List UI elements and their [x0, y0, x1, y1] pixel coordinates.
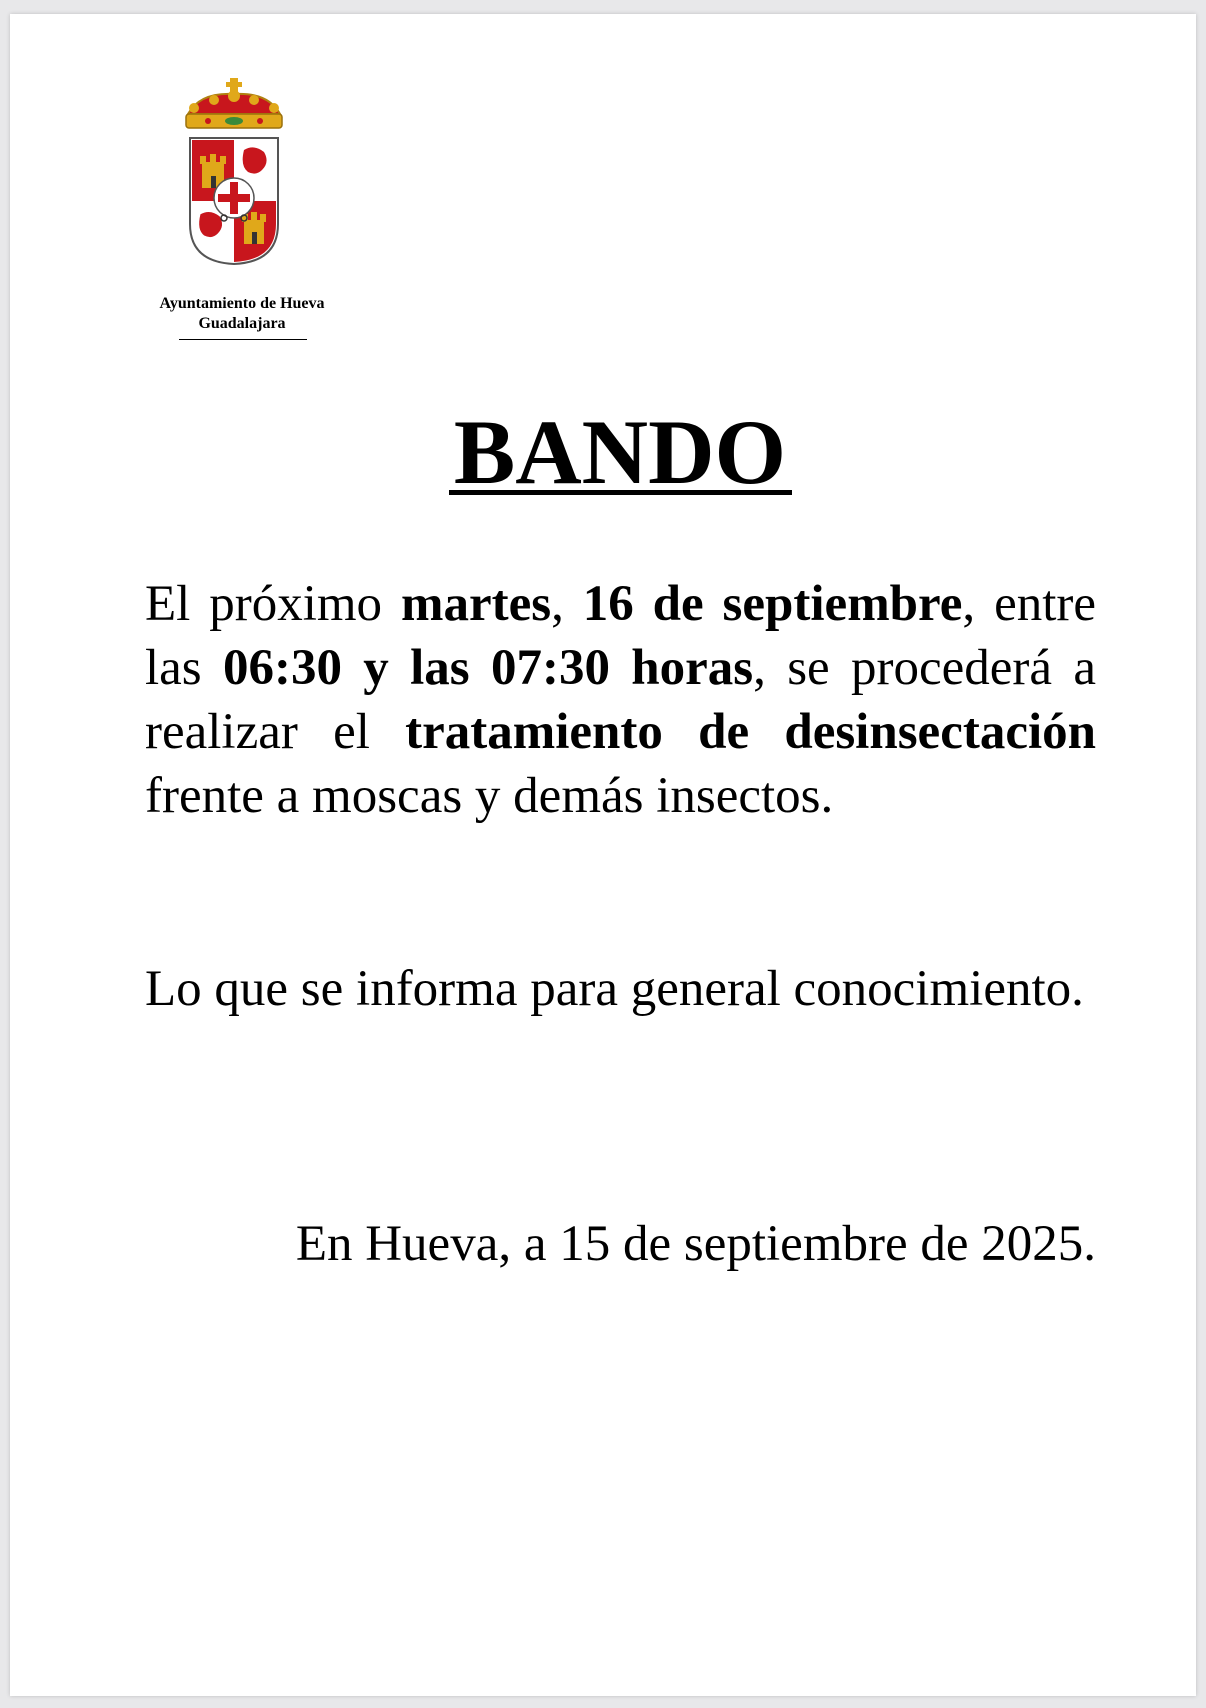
document-page	[10, 14, 1196, 1696]
date-location-line: En Hueva, a 15 de septiembre de 2025.	[295, 1216, 1096, 1272]
organization-line-1: Ayuntamiento de Hueva	[159, 295, 325, 312]
text-segment: frente a moscas y demás insectos.	[145, 768, 834, 824]
bold-date: 16 de septiembre	[582, 576, 963, 632]
bold-day: martes	[400, 576, 552, 632]
coat-of-arms-icon	[180, 74, 288, 274]
organization-underline	[179, 339, 307, 340]
text-segment: , se procederá a realizar el	[145, 640, 1096, 760]
organization-line-2: Guadalajara	[198, 315, 286, 332]
title-underline	[449, 490, 792, 495]
page-title: BANDO	[453, 401, 787, 503]
crown-icon	[186, 78, 282, 128]
announcement-paragraph	[145, 572, 1096, 828]
text-segment: , entre las	[145, 576, 1096, 696]
text-segment: El próximo	[145, 576, 401, 632]
bold-time-range: 06:30 y las 07:30 horas	[222, 640, 754, 696]
text-segment: ,	[551, 576, 583, 632]
information-paragraph: Lo que se informa para general conocimiento.	[145, 961, 1084, 1017]
organization-name	[130, 294, 354, 334]
shield-icon	[190, 138, 278, 264]
bold-treatment: tratamiento de desinsectación	[405, 704, 1096, 760]
